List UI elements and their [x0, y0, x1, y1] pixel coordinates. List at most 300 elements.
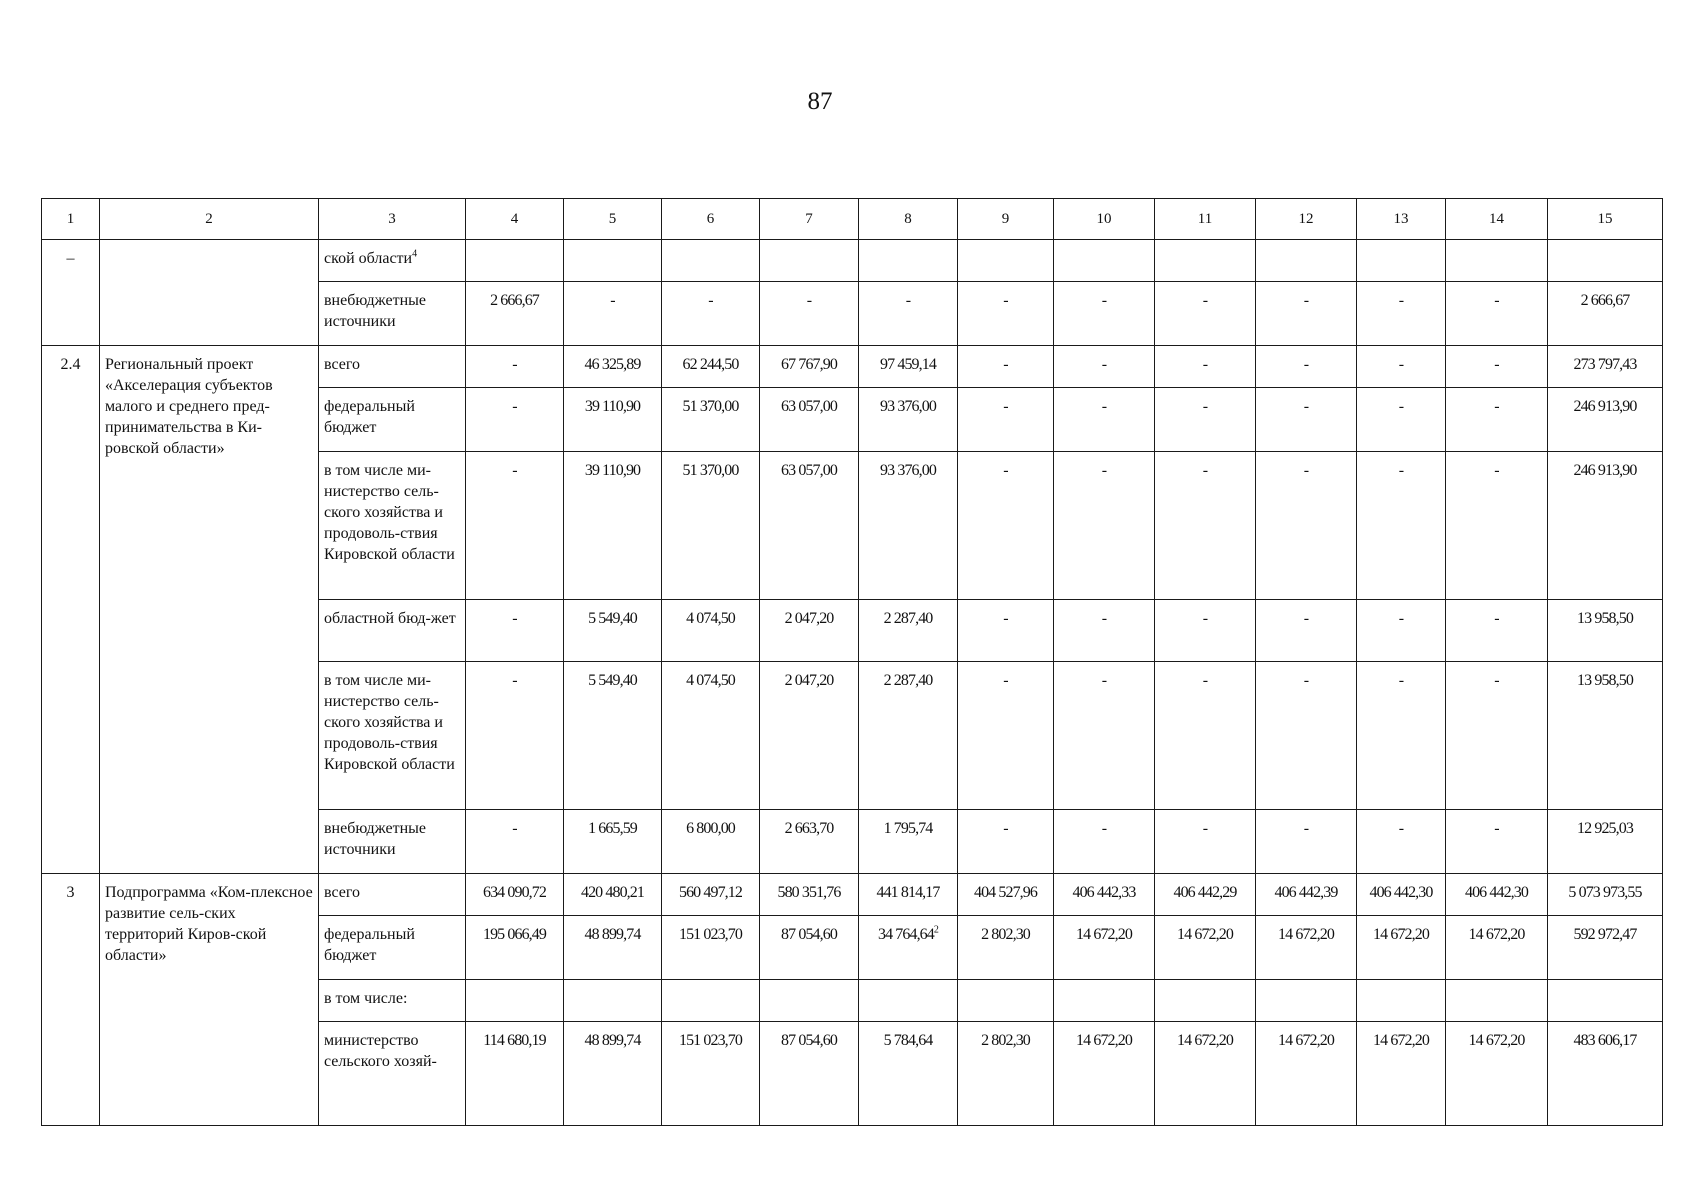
value-cell	[1446, 916, 1548, 980]
cell-value: 404 527,96	[973, 884, 1037, 901]
cell-value: 246 913,90	[1573, 462, 1637, 479]
cell-value: 5 549,40	[588, 672, 637, 689]
cell-value: 2 287,40	[883, 672, 933, 689]
value-cell	[1155, 874, 1256, 916]
value-cell	[662, 874, 760, 916]
value-cell	[859, 346, 958, 388]
cell-value: 14 672,20	[1468, 1032, 1525, 1049]
funding-source-label: федеральный бюджет	[324, 926, 415, 964]
cell-value: 14 672,20	[1373, 926, 1429, 943]
cell-value: 51 370,00	[682, 398, 739, 415]
value-cell	[1256, 810, 1357, 874]
funding-source	[319, 874, 466, 916]
cell-value: 406 442,30	[1464, 884, 1528, 901]
column-header: 5	[564, 199, 662, 240]
value-cell	[1357, 282, 1446, 346]
cell-value: 12 925,03	[1577, 820, 1633, 837]
column-header: 3	[319, 199, 466, 240]
cell-value: -	[1101, 462, 1107, 479]
value-cell	[1548, 980, 1663, 1022]
value-cell	[859, 662, 958, 810]
value-cell	[760, 810, 859, 874]
value-cell	[1446, 452, 1548, 600]
cell-value: 48 899,74	[584, 926, 641, 943]
value-cell	[760, 452, 859, 600]
cell-value: 93 376,00	[880, 398, 936, 415]
value-cell	[859, 980, 958, 1022]
cell-value: 39 110,90	[584, 462, 641, 479]
cell-value: 14 672,20	[1468, 926, 1525, 943]
cell-value: 51 370,00	[682, 462, 739, 479]
row-description: Подпрограмма «Ком-плексное развитие сель-ских территорий Киров-ской области»	[100, 874, 319, 1126]
cell-value: 5 784,64	[883, 1032, 933, 1049]
value-cell	[466, 452, 564, 600]
footnote-marker: 4	[412, 248, 418, 260]
funding-source-label: областной бюд-жет	[324, 610, 456, 627]
value-cell	[466, 874, 564, 916]
row-description	[100, 240, 319, 346]
table-header-row	[42, 199, 1663, 240]
value-cell	[1446, 1022, 1548, 1126]
value-cell	[564, 916, 662, 980]
value-cell	[1446, 980, 1548, 1022]
value-cell	[564, 452, 662, 600]
value-cell	[859, 810, 958, 874]
column-header: 7	[760, 199, 859, 240]
cell-value: 2 802,30	[981, 1032, 1030, 1049]
row-index: 2.4	[42, 346, 100, 874]
column-header: 12	[1256, 199, 1357, 240]
value-cell	[1256, 980, 1357, 1022]
value-cell	[1256, 282, 1357, 346]
cell-value: -	[1003, 398, 1008, 415]
column-header: 9	[958, 199, 1054, 240]
cell-value: 13 958,50	[1577, 672, 1633, 689]
cell-value: -	[610, 292, 615, 309]
cell-value: -	[1202, 398, 1208, 415]
column-header: 15	[1548, 199, 1663, 240]
value-cell	[859, 388, 958, 452]
value-cell	[466, 916, 564, 980]
value-cell	[466, 388, 564, 452]
cell-value: 2 663,70	[784, 820, 834, 837]
funding-source-label: федеральный бюджет	[324, 398, 415, 436]
value-cell	[466, 1022, 564, 1126]
value-cell	[1155, 282, 1256, 346]
value-cell	[1548, 346, 1663, 388]
value-cell	[564, 662, 662, 810]
table-row	[42, 240, 1663, 282]
value-cell	[662, 346, 760, 388]
value-cell	[466, 662, 564, 810]
value-cell	[1155, 452, 1256, 600]
cell-value: -	[512, 398, 517, 415]
cell-value: -	[1003, 292, 1008, 309]
funding-source-label: всего	[324, 356, 361, 373]
cell-value: 14 672,20	[1278, 1032, 1334, 1049]
cell-value: 34 764,64	[877, 926, 934, 943]
value-cell	[958, 916, 1054, 980]
cell-value: 406 442,29	[1173, 884, 1237, 901]
value-cell	[662, 452, 760, 600]
cell-value: -	[1303, 672, 1309, 689]
cell-value: 63 057,00	[781, 462, 837, 479]
value-cell	[564, 346, 662, 388]
funding-source-label: в том числе:	[324, 990, 408, 1007]
cell-value: -	[1494, 356, 1499, 373]
funding-source	[319, 600, 466, 662]
cell-value: 246 913,90	[1573, 398, 1637, 415]
value-cell	[1548, 282, 1663, 346]
cell-value: -	[1202, 672, 1208, 689]
cell-value: -	[1494, 610, 1499, 627]
value-cell	[662, 980, 760, 1022]
value-cell	[1357, 346, 1446, 388]
value-cell	[760, 980, 859, 1022]
funding-source	[319, 916, 466, 980]
value-cell	[859, 240, 958, 282]
value-cell	[1548, 874, 1663, 916]
value-cell	[1357, 980, 1446, 1022]
cell-value: -	[1303, 820, 1309, 837]
value-cell	[1054, 388, 1155, 452]
cell-value: -	[1494, 820, 1499, 837]
cell-value: -	[1202, 356, 1208, 373]
cell-value: -	[1494, 462, 1499, 479]
page-number: 87	[807, 88, 833, 115]
value-cell	[1155, 240, 1256, 282]
funding-source-label: всего	[324, 884, 361, 901]
value-cell	[1054, 662, 1155, 810]
funding-source-label: в том числе ми-нистерство сель-ского хозяйства и продоволь-ствия Кировской области	[324, 672, 455, 773]
cell-value: -	[1398, 820, 1404, 837]
cell-value: -	[1303, 462, 1309, 479]
cell-value: -	[1003, 610, 1008, 627]
value-cell	[958, 346, 1054, 388]
cell-value: 14 672,20	[1278, 926, 1334, 943]
cell-value: -	[1303, 398, 1309, 415]
cell-value: -	[1398, 292, 1404, 309]
value-cell	[1256, 1022, 1357, 1126]
cell-value: 14 672,20	[1373, 1032, 1429, 1049]
value-cell	[859, 282, 958, 346]
value-cell	[1054, 810, 1155, 874]
value-cell	[760, 346, 859, 388]
cell-value: 406 442,33	[1072, 884, 1136, 901]
cell-value: 46 325,89	[584, 356, 641, 373]
value-cell	[1054, 1022, 1155, 1126]
value-cell	[564, 388, 662, 452]
funding-source	[319, 388, 466, 452]
value-cell	[1256, 600, 1357, 662]
value-cell	[1357, 810, 1446, 874]
value-cell	[1446, 662, 1548, 810]
value-cell	[1256, 452, 1357, 600]
cell-value: 4 074,50	[686, 672, 735, 689]
value-cell	[1548, 916, 1663, 980]
cell-value: -	[1202, 820, 1208, 837]
column-header: 10	[1054, 199, 1155, 240]
value-cell	[958, 810, 1054, 874]
value-cell	[1548, 600, 1663, 662]
cell-value: -	[512, 820, 517, 837]
value-cell	[564, 874, 662, 916]
value-cell	[958, 980, 1054, 1022]
value-cell	[466, 282, 564, 346]
cell-value: 14 672,20	[1177, 1032, 1233, 1049]
cell-value: 13 958,50	[1577, 610, 1633, 627]
value-cell	[859, 874, 958, 916]
value-cell	[1054, 240, 1155, 282]
value-cell	[760, 600, 859, 662]
value-cell	[1155, 662, 1256, 810]
cell-value: -	[1003, 820, 1008, 837]
value-cell	[1446, 240, 1548, 282]
cell-value: 560 497,12	[678, 884, 742, 901]
value-cell	[466, 600, 564, 662]
funding-source-label: внебюджетные источники	[324, 292, 426, 330]
value-cell	[564, 282, 662, 346]
cell-value: 406 442,30	[1369, 884, 1433, 901]
footnote-marker: 2	[933, 924, 938, 936]
value-cell	[1256, 240, 1357, 282]
cell-value: 1 795,74	[883, 820, 933, 837]
cell-value: 420 480,21	[580, 884, 644, 901]
column-header: 8	[859, 199, 958, 240]
table-row	[42, 346, 1663, 388]
value-cell	[958, 874, 1054, 916]
value-cell	[1155, 810, 1256, 874]
cell-value: 1 665,59	[588, 820, 637, 837]
value-cell	[958, 282, 1054, 346]
cell-value: -	[1398, 462, 1404, 479]
funding-source-label: ской области	[324, 250, 413, 267]
funding-source-label: в том числе ми-нистерство сель-ского хозяйства и продоволь-ствия Кировской области	[324, 462, 455, 563]
value-cell	[1155, 600, 1256, 662]
value-cell	[1548, 662, 1663, 810]
value-cell	[564, 240, 662, 282]
value-cell	[1054, 600, 1155, 662]
value-cell	[1548, 388, 1663, 452]
value-cell	[958, 388, 1054, 452]
cell-value: 39 110,90	[584, 398, 641, 415]
value-cell	[1357, 1022, 1446, 1126]
funding-source	[319, 1022, 466, 1126]
value-cell	[1054, 452, 1155, 600]
cell-value: 634 090,72	[482, 884, 546, 901]
cell-value: 87 054,60	[781, 1032, 837, 1049]
value-cell	[760, 240, 859, 282]
value-cell	[466, 980, 564, 1022]
value-cell	[564, 980, 662, 1022]
funding-source	[319, 346, 466, 388]
budget-table	[41, 198, 1663, 1126]
value-cell	[1357, 874, 1446, 916]
value-cell	[564, 810, 662, 874]
cell-value: -	[905, 292, 911, 309]
cell-value: -	[1202, 610, 1208, 627]
cell-value: -	[512, 462, 517, 479]
cell-value: -	[1398, 398, 1404, 415]
cell-value: 483 606,17	[1573, 1032, 1637, 1049]
value-cell	[1256, 346, 1357, 388]
value-cell	[760, 662, 859, 810]
cell-value: 5 549,40	[588, 610, 637, 627]
cell-value: 5 073 973,55	[1568, 884, 1642, 901]
cell-value: 63 057,00	[781, 398, 837, 415]
value-cell	[662, 600, 760, 662]
cell-value: 114 680,19	[483, 1032, 546, 1049]
cell-value: -	[1101, 398, 1107, 415]
value-cell	[1256, 388, 1357, 452]
cell-value: -	[806, 292, 812, 309]
cell-value: -	[1303, 356, 1309, 373]
value-cell	[1446, 388, 1548, 452]
cell-value: 97 459,14	[880, 356, 936, 373]
cell-value: -	[1398, 356, 1404, 373]
value-cell	[1357, 600, 1446, 662]
value-cell	[662, 662, 760, 810]
cell-value: 2 666,67	[490, 292, 539, 309]
row-index: –	[42, 240, 100, 346]
cell-value: -	[512, 672, 517, 689]
cell-value: -	[1202, 292, 1208, 309]
column-header: 11	[1155, 199, 1256, 240]
cell-value: 151 023,70	[678, 926, 742, 943]
cell-value: 195 066,49	[482, 926, 546, 943]
value-cell	[1357, 662, 1446, 810]
cell-value: 2 047,20	[784, 672, 834, 689]
value-cell	[564, 1022, 662, 1126]
value-cell	[1155, 388, 1256, 452]
column-header: 1	[42, 199, 100, 240]
cell-value: 14 672,20	[1177, 926, 1233, 943]
cell-value: 2 047,20	[784, 610, 834, 627]
funding-source-label: министерство сельского хозяй-	[324, 1032, 437, 1070]
value-cell	[760, 1022, 859, 1126]
value-cell	[1054, 874, 1155, 916]
cell-value: -	[1101, 356, 1107, 373]
cell-value: 151 023,70	[678, 1032, 742, 1049]
cell-value: -	[1003, 356, 1008, 373]
cell-value: -	[1494, 672, 1499, 689]
cell-value: -	[1398, 610, 1404, 627]
value-cell	[1054, 980, 1155, 1022]
value-cell	[958, 1022, 1054, 1126]
value-cell	[662, 916, 760, 980]
funding-source-label: внебюджетные источники	[324, 820, 426, 858]
cell-value: -	[1303, 610, 1309, 627]
funding-source	[319, 662, 466, 810]
value-cell	[1446, 810, 1548, 874]
value-cell	[1054, 916, 1155, 980]
funding-source	[319, 980, 466, 1022]
row-description: Региональный проект «Акселерация субъектов малого и среднего пред-принимательства в Ки-ровской области»	[100, 346, 319, 874]
cell-value: 14 672,20	[1076, 926, 1132, 943]
cell-value: 580 351,76	[777, 884, 841, 901]
column-header: 14	[1446, 199, 1548, 240]
value-cell	[1357, 916, 1446, 980]
cell-value: -	[1003, 672, 1008, 689]
value-cell	[1256, 874, 1357, 916]
cell-value: -	[512, 610, 517, 627]
value-cell	[1155, 916, 1256, 980]
value-cell	[1357, 240, 1446, 282]
value-cell	[662, 240, 760, 282]
value-cell	[466, 346, 564, 388]
value-cell	[662, 282, 760, 346]
value-cell	[760, 282, 859, 346]
value-cell	[1548, 452, 1663, 600]
value-cell	[564, 600, 662, 662]
value-cell	[1548, 1022, 1663, 1126]
value-cell	[1548, 240, 1663, 282]
value-cell	[662, 388, 760, 452]
cell-value: -	[1101, 820, 1107, 837]
value-cell	[1548, 810, 1663, 874]
funding-source	[319, 452, 466, 600]
value-cell	[1155, 346, 1256, 388]
cell-value: -	[1101, 672, 1107, 689]
value-cell	[466, 810, 564, 874]
column-header: 6	[662, 199, 760, 240]
cell-value: 273 797,43	[1573, 356, 1637, 373]
value-cell	[760, 916, 859, 980]
cell-value: 87 054,60	[781, 926, 837, 943]
value-cell	[466, 240, 564, 282]
cell-value: 14 672,20	[1076, 1032, 1132, 1049]
cell-value: 441 814,17	[876, 884, 940, 901]
cell-value: -	[1303, 292, 1309, 309]
cell-value: 2 666,67	[1580, 292, 1630, 309]
value-cell	[1446, 874, 1548, 916]
funding-source	[319, 810, 466, 874]
cell-value: -	[1202, 462, 1208, 479]
value-cell	[1155, 1022, 1256, 1126]
value-cell	[859, 452, 958, 600]
cell-value: -	[512, 356, 517, 373]
value-cell	[760, 874, 859, 916]
value-cell	[859, 1022, 958, 1126]
value-cell	[662, 1022, 760, 1126]
cell-value: 2 802,30	[981, 926, 1030, 943]
funding-source	[319, 240, 466, 282]
value-cell	[1054, 282, 1155, 346]
value-cell	[1256, 662, 1357, 810]
cell-value: 62 244,50	[682, 356, 739, 373]
value-cell	[1155, 980, 1256, 1022]
value-cell	[958, 600, 1054, 662]
value-cell	[1054, 346, 1155, 388]
value-cell	[1357, 452, 1446, 600]
value-cell	[859, 916, 958, 980]
table-row	[42, 874, 1663, 916]
value-cell	[859, 600, 958, 662]
column-header: 13	[1357, 199, 1446, 240]
cell-value: -	[1494, 292, 1499, 309]
cell-value: 48 899,74	[584, 1032, 641, 1049]
cell-value: 592 972,47	[1573, 926, 1637, 943]
value-cell	[1446, 346, 1548, 388]
cell-value: -	[1003, 462, 1008, 479]
value-cell	[958, 662, 1054, 810]
value-cell	[1446, 282, 1548, 346]
cell-value: 6 800,00	[686, 820, 735, 837]
value-cell	[760, 388, 859, 452]
cell-value: -	[708, 292, 713, 309]
cell-value: -	[1398, 672, 1404, 689]
cell-value: -	[1101, 292, 1107, 309]
